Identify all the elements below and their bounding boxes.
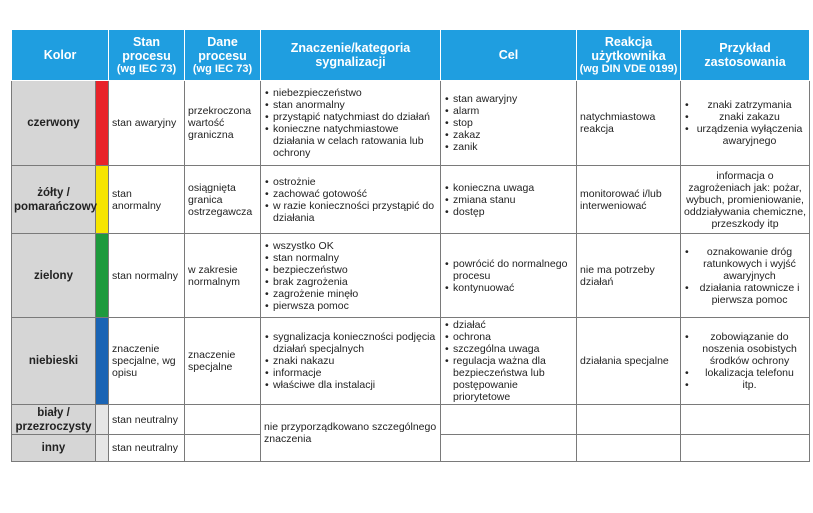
list-item: • ochrona xyxy=(453,331,573,343)
dane-cell: osiągnięta granica ostrzegawcza xyxy=(185,166,261,234)
table-row-zielony xyxy=(12,234,810,318)
list-item: • właściwe dla instalacji xyxy=(273,379,437,391)
header-reakcja-sub: (wg DIN VDE 0199) xyxy=(579,62,678,75)
color-swatch-red xyxy=(96,81,109,166)
przyklad-list xyxy=(684,99,806,147)
przyklad-cell xyxy=(681,234,810,318)
cel-list xyxy=(444,258,573,294)
list-item: • wszystko OK xyxy=(273,240,437,252)
list-item: • zmiana stanu xyxy=(453,194,573,206)
stan-cell: znaczenie specjalne, wg opisu xyxy=(109,318,185,405)
header-dane xyxy=(185,30,261,81)
list-item: • bezpieczeństwo xyxy=(273,264,437,276)
przyklad-cell-empty xyxy=(681,435,810,462)
kolor-cell: niebieski xyxy=(12,318,96,405)
list-item: • powrócić do normalnego procesu xyxy=(453,258,573,282)
list-item: • działać xyxy=(453,319,573,331)
color-swatch-blue xyxy=(96,318,109,405)
list-item: • alarm xyxy=(453,105,573,117)
znaczenie-cell xyxy=(261,166,441,234)
list-item: • znaki zatrzymania xyxy=(693,99,806,111)
header-przyklad: Przykład zastosowania xyxy=(681,30,810,81)
przyklad-cell xyxy=(681,318,810,405)
color-swatch-yellow xyxy=(96,166,109,234)
list-item: • niebezpieczeństwo xyxy=(273,87,437,99)
stan-cell: stan anormalny xyxy=(109,166,185,234)
list-item: • zobowiązanie do noszenia osobistych środków ochrony xyxy=(693,331,806,367)
list-item: • konieczna uwaga xyxy=(453,182,573,194)
list-item: • zagrożenie minęło xyxy=(273,288,437,300)
list-item: • stan awaryjny xyxy=(453,93,573,105)
header-stan xyxy=(109,30,185,81)
table-row-niebieski xyxy=(12,318,810,405)
dane-cell: znaczenie specjalne xyxy=(185,318,261,405)
list-item: • znaki nakazu xyxy=(273,355,437,367)
header-cel: Cel xyxy=(441,30,577,81)
znaczenie-list xyxy=(264,176,437,224)
list-item: • dostęp xyxy=(453,206,573,218)
kolor-cell: żółty / pomarańczowy xyxy=(12,166,96,234)
reakcja-cell-empty xyxy=(577,405,681,435)
header-kolor: Kolor xyxy=(12,30,109,81)
list-item: • urządzenia wyłączenia awaryjnego xyxy=(693,123,806,147)
table-row-bialy xyxy=(12,405,810,435)
list-item: • oznakowanie dróg ratunkowych i wyjść awaryjnych xyxy=(693,246,806,282)
kolor-cell: czerwony xyxy=(12,81,96,166)
reakcja-cell: działania specjalne xyxy=(577,318,681,405)
dane-cell: w zakresie normalnym xyxy=(185,234,261,318)
header-dane-title: Dane procesu xyxy=(198,34,247,63)
reakcja-cell: monitorować i/lub interweniować xyxy=(577,166,681,234)
reakcja-cell: nie ma potrzeby działań xyxy=(577,234,681,318)
list-item: • konieczne natychmiastowe działania w celach ratowania lub ochrony xyxy=(273,123,437,159)
stan-cell: stan normalny xyxy=(109,234,185,318)
header-reakcja xyxy=(577,30,681,81)
reakcja-cell-empty xyxy=(577,435,681,462)
list-item: • w razie konieczności przystąpić do działania xyxy=(273,200,437,224)
list-item: • działania ratownicze i pierwsza pomoc xyxy=(693,282,806,306)
header-znaczenie: Znaczenie/kategoria sygnalizacji xyxy=(261,30,441,81)
list-item: • regulacja ważna dla bezpieczeństwa lub postępowanie priorytetowe xyxy=(453,355,573,403)
reakcja-cell: natychmiastowa reakcja xyxy=(577,81,681,166)
list-item: • zakaz xyxy=(453,129,573,141)
header-stan-sub: (wg IEC 73) xyxy=(116,62,177,75)
list-item: • stan normalny xyxy=(273,252,437,264)
color-swatch-other xyxy=(96,435,109,462)
cel-cell xyxy=(441,318,577,405)
znaczenie-list xyxy=(264,87,437,159)
header-dane-sub: (wg IEC 73) xyxy=(192,62,253,75)
kolor-cell: biały / przezroczysty xyxy=(12,405,96,435)
table-row-zolty xyxy=(12,166,810,234)
znaczenie-list xyxy=(264,240,437,312)
cel-cell-empty xyxy=(441,405,577,435)
stan-cell: stan awaryjny xyxy=(109,81,185,166)
list-item: • informacje xyxy=(273,367,437,379)
header-row xyxy=(12,30,810,81)
color-swatch-green xyxy=(96,234,109,318)
list-item: • stop xyxy=(453,117,573,129)
list-item: • sygnalizacja konieczności podjęcia działań specjalnych xyxy=(273,331,437,355)
cel-list xyxy=(444,319,573,403)
list-item: • brak zagrożenia xyxy=(273,276,437,288)
kolor-cell: inny xyxy=(12,435,96,462)
przyklad-list xyxy=(684,246,806,306)
header-stan-title: Stan procesu xyxy=(122,34,171,63)
list-item: • zanik xyxy=(453,141,573,153)
stan-cell: stan neutralny xyxy=(109,405,185,435)
list-item: • itp. xyxy=(693,379,806,391)
table-row-czerwony xyxy=(12,81,810,166)
przyklad-cell-empty xyxy=(681,405,810,435)
list-item: • szczególna uwaga xyxy=(453,343,573,355)
color-swatch-white xyxy=(96,405,109,435)
list-item: • lokalizacja telefonu xyxy=(693,367,806,379)
znaczenie-cell xyxy=(261,81,441,166)
list-item: • stan anormalny xyxy=(273,99,437,111)
stan-cell: stan neutralny xyxy=(109,435,185,462)
przyklad-cell xyxy=(681,81,810,166)
cel-cell xyxy=(441,166,577,234)
list-item: • znaki zakazu xyxy=(693,111,806,123)
znaczenie-cell-shared: nie przyporządkowano szczególnego znaczenia xyxy=(261,405,441,462)
cel-list xyxy=(444,182,573,218)
cel-cell-empty xyxy=(441,435,577,462)
znaczenie-list xyxy=(264,331,437,391)
dane-cell-empty xyxy=(185,405,261,435)
list-item: • zachować gotowość xyxy=(273,188,437,200)
list-item: • pierwsza pomoc xyxy=(273,300,437,312)
cel-list xyxy=(444,93,573,153)
list-item: • przystąpić natychmiast do działań xyxy=(273,111,437,123)
przyklad-list xyxy=(684,331,806,391)
dane-cell-empty xyxy=(185,435,261,462)
znaczenie-cell xyxy=(261,318,441,405)
cel-cell xyxy=(441,81,577,166)
list-item: • ostrożnie xyxy=(273,176,437,188)
dane-cell: przekroczona wartość graniczna xyxy=(185,81,261,166)
cel-cell xyxy=(441,234,577,318)
kolor-cell: zielony xyxy=(12,234,96,318)
list-item: • kontynuować xyxy=(453,282,573,294)
znaczenie-cell xyxy=(261,234,441,318)
przyklad-cell: informacja o zagrożeniach jak: pożar, wybuch, promieniowanie, oddziaływania chemiczne, przeszkody itp xyxy=(681,166,810,234)
signal-color-table xyxy=(11,29,810,462)
header-reakcja-title: Reakcja użytkownika xyxy=(591,34,666,63)
